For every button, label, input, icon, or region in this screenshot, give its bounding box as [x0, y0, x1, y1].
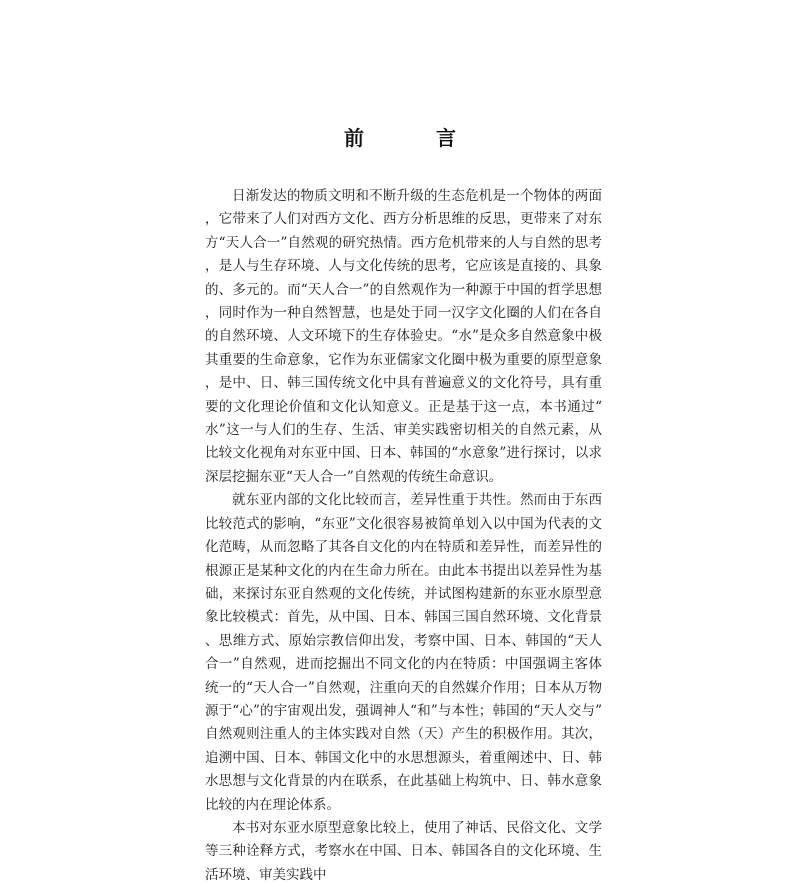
page-title: 前 言 — [344, 126, 482, 150]
paragraph: 就东亚内部的文化比较而言，差异性重于共性。然而由于东西比较范式的影响，“东亚”文化很容易被简单划入以中国为代表的文化范畴，从而忽略了其各自文化的内在特质和差异性，而差异性的根源正是某种文化的内在生命力所在。由此本书提出以差异性为基础，来探讨东亚自然观的文化传统，并试图构建新的东亚水原型意象比较模式：首先，从中国、日本、韩国三国自然环境、文化背景、思维方式、原始宗教信仰出发，考察中国、日本、韩国的“天人合一”自然观，进而挖掘出不同文化的内在特质：中国强调主客体统一的“天人合一”自然观，注重向天的自然媒介作用；日本从万物源于“心”的宇宙观出发，强调神人“和”与本性；韩国的“天人交与”自然观则注重人的主体实践对自然（天）产生的积极作用。其次，追溯中国、日本、韩国文化中的水思想源头，着重阐述中、日、韩水思想与文化背景的内在联系，在此基础上构筑中、日、韩水意象比较的内在理论体系。 — [205, 492, 602, 813]
paragraph: 日渐发达的物质文明和不断升级的生态危机是一个物体的两面，它带来了人们对西方文化、西方分析思维的反思，更带来了对东方“天人合一”自然观的研究热情。西方危机带来的人与自然的思考，是人与生存环境、人与文化传统的思考，它应该是直接的、具象的、多元的。而“天人合一”的自然观作为一种源于中国的哲学思想，同时作为一种自然智慧，也是处于同一汉字文化圈的人们在各自的自然环境、人文环境下的生存体验史。“水”是众多自然意象中极其重要的生命意象，它作为东亚儒家文化圈中极为重要的原型意象，是中、日、韩三国传统文化中具有普遍意义的文化符号，具有重要的文化理论价值和文化认知意义。正是基于这一点，本书通过“水”这一与人们的生存、生活、审美实践密切相关的自然元素，从比较文化视角对东亚中国、日本、韩国的“水意象”进行探讨，以求深层挖掘东亚“天人合一”自然观的传统生命意识。 — [205, 188, 602, 485]
preface-body — [205, 185, 602, 887]
paragraph: 本书对东亚水原型意象比较上，使用了神话、民俗文化、文学等三种诠释方式，考察水在中国、日本、韩国各自的文化环境、生活环境、审美实践中 — [205, 819, 602, 883]
